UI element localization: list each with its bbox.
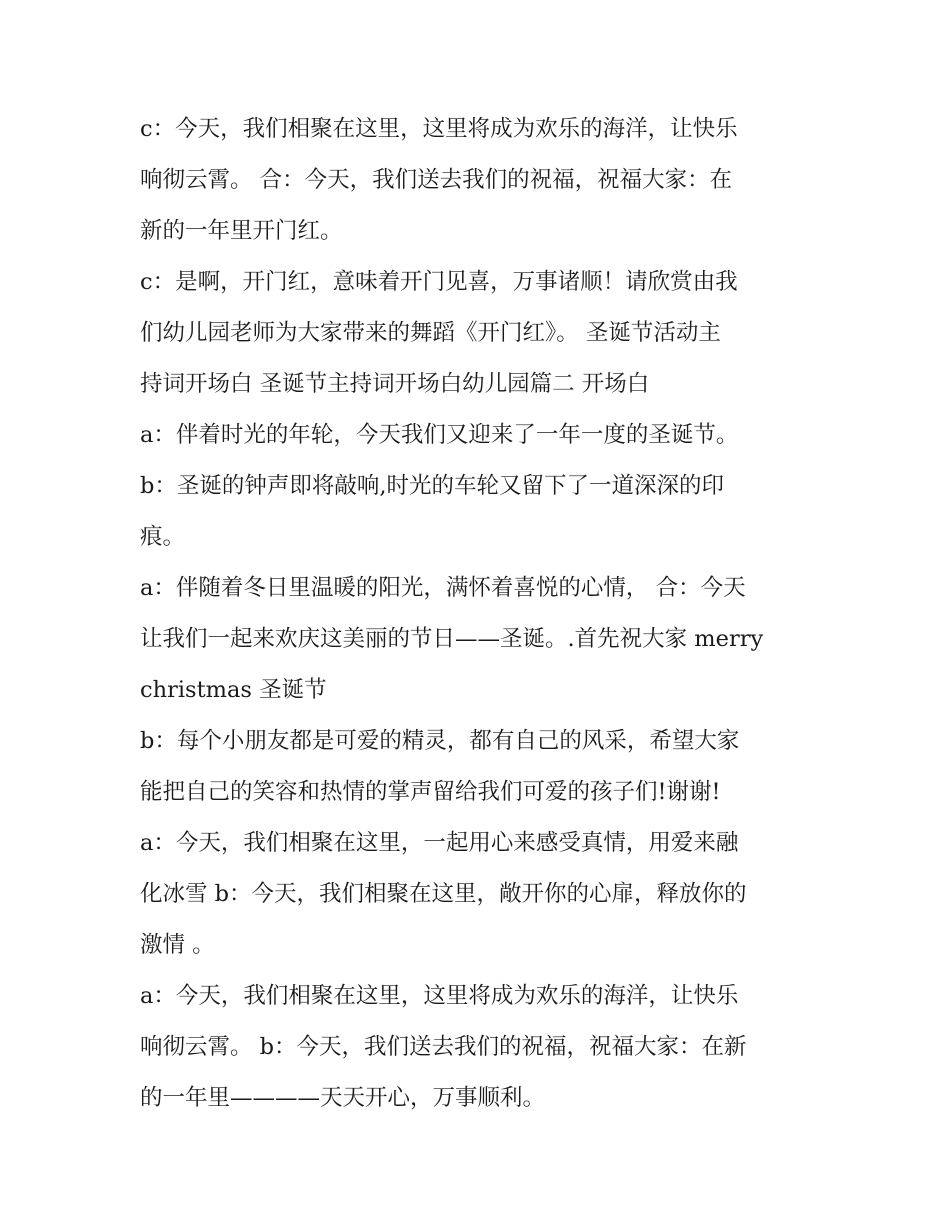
text-line: 持词开场白 圣诞节主持词开场白幼儿园篇二 开场白 [140,371,650,397]
text-line: c：今天，我们相聚在这里，这里将成为欢乐的海洋，让快乐 [140,116,738,142]
text-line: 响彻云霄。 b：今天，我们送去我们的祝福，祝福大家：在新 [140,1034,747,1060]
text-line: 让我们一起来欢庆这美丽的节日——圣诞。.首先祝大家 merry [140,626,764,652]
text-line: 能把自己的笑容和热情的掌声留给我们可爱的孩子们!谢谢! [140,779,721,805]
text-line: a：今天，我们相聚在这里，一起用心来感受真情，用爱来融 [140,830,739,856]
text-line: b：圣诞的钟声即将敲响,时光的车轮又留下了一道深深的印 [140,473,725,499]
text-line: 化冰雪 b：今天，我们相聚在这里，敞开你的心扉，释放你的 [140,881,747,907]
paragraph-3 [140,410,816,461]
text-line: christmas 圣诞节 [140,677,327,703]
text-line: 们幼儿园老师为大家带来的舞蹈《开门红》。 圣诞节活动主 [140,320,721,346]
paragraph-7 [140,818,816,971]
text-line: 痕。 [140,524,186,550]
text-line: a：伴着时光的年轮，今天我们又迎来了一年一度的圣诞节。 [140,422,739,448]
paragraph-8 [140,971,816,1124]
paragraph-2 [140,257,816,410]
text-line: 新的一年里开门红。 [140,218,343,244]
paragraph-6 [140,716,816,818]
document-body [140,104,816,1124]
paragraph-1 [140,104,816,257]
text-line: 响彻云霄。 合：今天，我们送去我们的祝福，祝福大家：在 [140,167,733,193]
text-line: 激情 。 [140,932,215,958]
text-line: b：每个小朋友都是可爱的精灵，都有自己的风采，希望大家 [140,728,740,754]
text-line: c：是啊，开门红，意味着开门见喜，万事诸顺！请欣赏由我 [140,269,738,295]
text-line: 的一年里————天天开心，万事顺利。 [140,1085,546,1111]
text-line: a：今天，我们相聚在这里，这里将成为欢乐的海洋，让快乐 [140,983,739,1009]
paragraph-5 [140,563,816,716]
paragraph-4 [140,461,816,563]
text-line: a：伴随着冬日里温暖的阳光，满怀着喜悦的心情， 合：今天 [140,575,746,601]
